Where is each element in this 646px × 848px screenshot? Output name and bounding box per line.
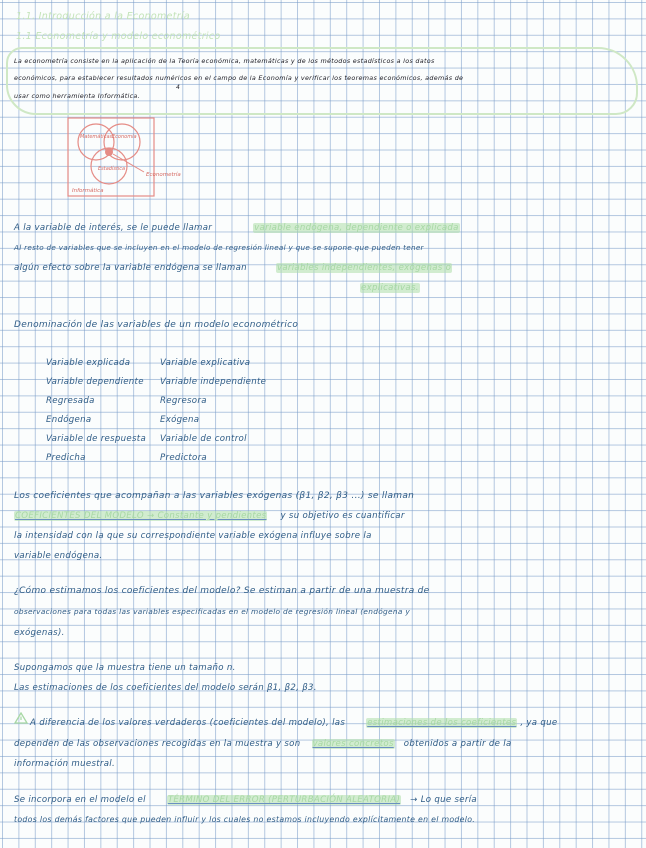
- terminology-right-4: Variable de control: [160, 434, 247, 444]
- terminology-left-0: Variable explicada: [46, 358, 131, 368]
- variables-line-2: Al resto de variables que se incluyen en el modelo de regresión lineal y que se supone que pueden tener: [14, 243, 424, 252]
- intro-footnote: 4: [176, 84, 181, 91]
- terminology-left-2: Regresada: [46, 396, 95, 406]
- variables-line-1-highlight: variable endógena, dependiente o explicada: [254, 223, 459, 233]
- venn-label-econ: Economía: [112, 134, 137, 140]
- coefficients-line-2-text: y su objetivo es cuantificar: [280, 511, 405, 521]
- coefficients-line-2: [14, 511, 405, 521]
- warning-icon: [14, 712, 28, 724]
- sample-line-1: Supongamos que la muestra tiene un tamaño n.: [14, 663, 236, 673]
- venn-label-informatics: Informática: [72, 188, 104, 194]
- difference-line-3: información muestral.: [14, 759, 116, 769]
- coefficients-line-1: Los coeficientes que acompañan a las variables exógenas (β1, β2, β3 ...) se llaman: [14, 491, 415, 501]
- difference-line-2: [14, 739, 512, 749]
- variables-line-1-text: A la variable de interés, se le puede llamar: [14, 223, 213, 233]
- intro-line-1: La econometría consiste en la aplicación de la Teoría económica, matemáticas y de los métodos estadísticos a los datos: [14, 57, 435, 65]
- error-highlight: TÉRMINO DEL ERROR (PERTURBACIÓN ALEATORIA): [167, 795, 401, 805]
- estimation-line-2: observaciones para todas las variables especificadas en el modelo de regresión lineal (endógena y: [14, 607, 411, 616]
- coefficients-highlight: COEFICIENTES DEL MODELO → Constante y pendientes: [15, 511, 267, 521]
- coefficients-line-4: variable endógena.: [14, 551, 103, 561]
- variables-line-3-highlight: variables independientes, exógenas o: [276, 263, 452, 273]
- difference-line-2-end: obtenidos a partir de la: [403, 739, 512, 749]
- terminology-left-1: Variable dependiente: [46, 377, 144, 387]
- sample-line-2: Las estimaciones de los coeficientes del modelo serán β1, β2, β3.: [14, 683, 317, 693]
- terminology-right-5: Predictora: [160, 453, 207, 463]
- variables-line-3: [14, 263, 452, 273]
- variables-line-4-highlight: explicativas.: [361, 283, 419, 293]
- econometrics-venn-diagram: [62, 114, 212, 200]
- terminology-right-1: Variable independiente: [160, 377, 267, 387]
- terminology-right-0: Variable explicativa: [160, 358, 251, 368]
- coefficients-line-3: la intensidad con la que su correspondiente variable exógena influye sobre la: [14, 531, 372, 541]
- variables-line-3-text: algún efecto sobre la variable endógena se llaman: [14, 263, 247, 273]
- terminology-right-2: Regresora: [160, 396, 207, 406]
- variables-line-1: [14, 223, 460, 233]
- venn-arrow-label: Econometría: [146, 172, 181, 178]
- terminology-left-3: Endógena: [46, 415, 92, 425]
- venn-center: [105, 148, 113, 156]
- terminology-left-4: Variable de respuesta: [46, 434, 147, 444]
- difference-line-1-text: A diferencia de los valores verdaderos (coeficientes del modelo), las: [30, 718, 346, 728]
- venn-label-math: Matemáticas: [80, 134, 113, 140]
- terminology-right-3: Exógena: [160, 415, 200, 425]
- difference-highlight-values: valores concretos: [312, 739, 394, 749]
- difference-highlight-estimates: estimaciones de los coeficientes: [367, 718, 517, 728]
- terminology-heading: Denominación de las variables de un modelo econométrico: [14, 320, 299, 330]
- error-line-1: [14, 795, 477, 805]
- error-line-2: todos los demás factores que pueden influir y los cuales no estamos incluyendo explícitamente en el modelo.: [14, 815, 476, 824]
- intro-line-2: económicos, para establecer resultados numéricos en el campo de la Economía y verificar los teoremas económicos, además de: [14, 74, 464, 82]
- difference-line-1: [30, 718, 557, 728]
- difference-line-2-text: dependen de las observaciones recogidas en la muestra y son: [14, 739, 301, 749]
- page-title: 1.1. Introducción a la Econometría: [16, 11, 190, 22]
- intro-line-3: usar como herramienta Informática.: [14, 92, 140, 100]
- difference-line-1-end: , ya que: [520, 718, 558, 728]
- venn-label-stats: Estadística: [98, 166, 126, 172]
- page-subtitle: 1.1 Econometría y modelo econométrico: [16, 31, 221, 42]
- error-line-1-end: → Lo que sería: [410, 795, 477, 805]
- error-line-1-text: Se incorpora en el modelo el: [14, 795, 146, 805]
- estimation-line-3: exógenas).: [14, 628, 65, 638]
- estimation-line-1: ¿Cómo estimamos los coeficientes del modelo? Se estiman a partir de una muestra de: [14, 586, 430, 596]
- terminology-left-5: Predicha: [46, 453, 86, 463]
